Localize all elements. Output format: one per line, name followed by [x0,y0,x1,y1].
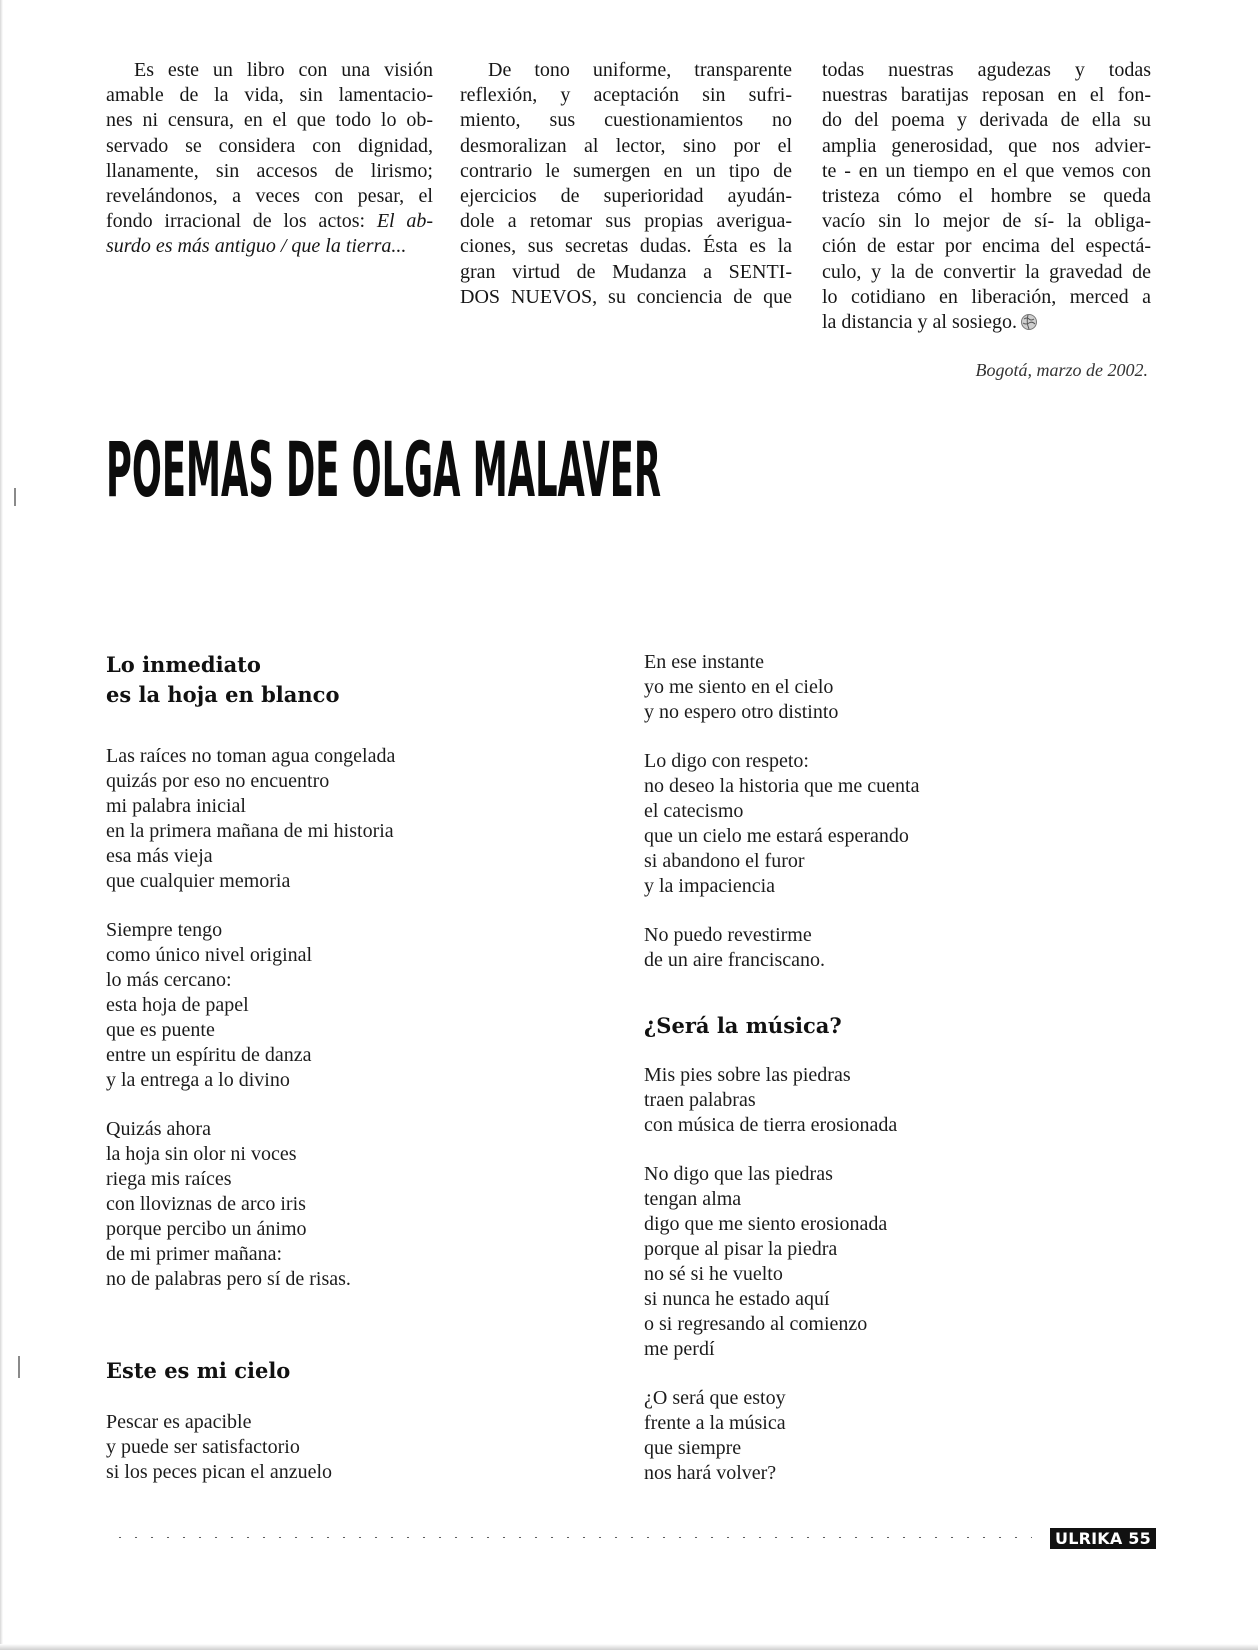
poem-title-line: Lo inmediato [106,652,261,677]
poem-line: y no espero otro distinto [644,701,839,723]
review-line-with-quote [106,209,433,234]
review-line: miento, sus cuestionamientos no [460,109,792,132]
poem-title: Este es mi cielo [106,1358,291,1383]
poem-stanza [644,749,1114,899]
poem-line: Quizás ahora [106,1118,211,1140]
poem-title [106,650,576,710]
scan-bottom-edge [0,1644,1258,1650]
poem-line: el catecismo [644,800,744,822]
review-line: revelándonos, a veces con pesar, el [106,185,433,208]
poem-line: digo que me siento erosionada [644,1213,888,1235]
review-column-2 [460,58,792,310]
poem-line: porque al pisar la piedra [644,1238,838,1260]
poem-line: con música de tierra erosionada [644,1114,898,1136]
poem-line: ¿O será que estoy [644,1387,786,1409]
poem-line: nos hará volver? [644,1462,777,1484]
review-line: Es este un libro con una visión [134,59,433,81]
poem-line: como único nivel original [106,944,313,966]
review-line: dole a retomar sus propias averigua- [460,210,792,233]
poem-stanza [644,1162,1114,1362]
poem-line: yo me siento en el cielo [644,676,834,698]
review-line: nuestras baratijas reposan en el fon- [822,84,1151,107]
review-line: ejercicios de superioridad ayudán- [460,185,792,208]
poem-line: Pescar es apacible [106,1411,252,1433]
scan-mark [14,488,16,506]
review-line: tristeza cómo el hombre se queda [822,185,1151,208]
poem-line: esta hoja de papel [106,994,249,1016]
poem-line: Lo digo con respeto: [644,750,809,772]
page-title-text: POEMAS DE OLGA MALAVER [106,425,661,514]
poem-line: En ese instante [644,651,764,673]
poem-line: que siempre [644,1437,742,1459]
poem-line: que es puente [106,1019,215,1041]
review-line: gran virtud de Mudanza a SENTI- [460,260,792,283]
review-line: servado se considera con dignidad, [106,134,433,157]
review-line: ciones, sus secretas dudas. Ésta es la [460,235,792,258]
poem-line: No digo que las piedras [644,1163,833,1185]
poem-line: riega mis raíces [106,1168,232,1190]
poem-line: que un cielo me estará esperando [644,825,909,847]
poem-line: si abandono el furor [644,850,805,872]
poem-line: mi palabra inicial [106,795,246,817]
poem-line: y la impaciencia [644,875,776,897]
poem-line: frente a la música [644,1412,786,1434]
review-signoff: Bogotá, marzo de 2002. [975,360,1148,380]
review-line-last [822,310,1151,335]
review-line: reflexión, y aceptación sin sufri- [460,84,792,107]
review-column-3 [822,58,1151,335]
poem-line: me perdí [644,1338,715,1360]
review-line: amable de la vida, sin lamentacio- [106,84,433,107]
poem-stanza [106,744,576,894]
review-line: De tono uniforme, transparente [488,59,792,81]
footer-dotted-rule [112,1536,1032,1538]
review-text: la distancia y al sosiego. [822,311,1017,334]
poem-line: porque percibo un ánimo [106,1218,307,1240]
poem-line: y puede ser satisfactorio [106,1436,300,1458]
poem-line: que cualquier memoria [106,870,291,892]
scan-left-edge [0,0,3,1650]
review-line: desmoralizan al lector, sino por el [460,134,792,157]
poem-line: entre un espíritu de danza [106,1044,312,1066]
poem-line: Siempre tengo [106,919,223,941]
poem-line: no de palabras pero sí de risas. [106,1268,351,1290]
poem-line: si los peces pican el anzuelo [106,1461,333,1483]
quote-italic: surdo es más antiguo / que la tierra... [106,235,407,258]
poem-line: No puedo revestirme [644,924,812,946]
poem-line: esa más vieja [106,845,213,867]
poem-line: no deseo la historia que me cuenta [644,775,920,797]
review-line: nes ni censura, en el que todo lo ob- [106,109,433,132]
poem-stanza [644,923,1114,973]
poem-line: quizás por eso no encuentro [106,770,330,792]
poem-line: Las raíces no toman agua congelada [106,745,396,767]
review-line: do del poema y derivada de ella su [822,109,1151,132]
poem-line: Mis pies sobre las piedras [644,1064,851,1086]
review-line: DOS NUEVOS, su conciencia de que [460,285,792,308]
review-line-quote [106,234,433,259]
poem-line: de un aire franciscano. [644,949,826,971]
poems-column-right [644,650,1114,1486]
poem-line: la hoja sin olor ni voces [106,1143,297,1165]
review-column-1 [106,58,433,260]
poem-line: de mi primer mañana: [106,1243,283,1265]
poem-stanza [106,918,576,1093]
scan-mark [18,1356,20,1378]
poem-line: y la entrega a lo divino [106,1069,290,1091]
poem-title-line: es la hoja en blanco [106,682,340,707]
globe-icon [1020,313,1038,331]
poem-line: traen palabras [644,1089,756,1111]
page-title [106,425,746,514]
poem-stanza [644,1386,1114,1486]
poem-stanza [106,1410,576,1485]
poem-line: tengan alma [644,1188,742,1210]
poem-title: ¿Será la música? [644,1013,842,1038]
review-text: fondo irracional de los actos: [106,210,377,233]
poem-line: no sé si he vuelto [644,1263,783,1285]
poem-line: o si regresando al comienzo [644,1313,868,1335]
poem-line: lo más cercano: [106,969,232,991]
review-line: lo cotidiano en liberación, merced a [822,285,1151,308]
review-line: vacío sin lo mejor de sí- la obliga- [822,210,1151,233]
review-line: amplia generosidad, que nos advier- [822,134,1151,157]
poem-stanza [644,650,1114,725]
poem-line: en la primera mañana de mi historia [106,820,394,842]
review-line: culo, y la de convertir la gravedad de [822,260,1151,283]
quote-italic: El ab- [376,210,433,233]
poem-line: con lloviznas de arco iris [106,1193,306,1215]
poem-stanza [644,1063,1114,1138]
review-line: llanamente, sin accesos de lirismo; [106,159,433,182]
poem-stanza [106,1117,576,1292]
review-line: ción de estar por encima del espectá- [822,235,1151,258]
review-line: te - en un tiempo en el que vemos con [822,159,1151,182]
poems-column-left [106,650,576,1485]
review-line: todas nuestras agudezas y todas [822,59,1151,81]
page-number-badge: ULRIKA 55 [1050,1528,1156,1549]
poem-line: si nunca he estado aquí [644,1288,830,1310]
review-line: contrario le sumergen en un tipo de [460,159,792,182]
